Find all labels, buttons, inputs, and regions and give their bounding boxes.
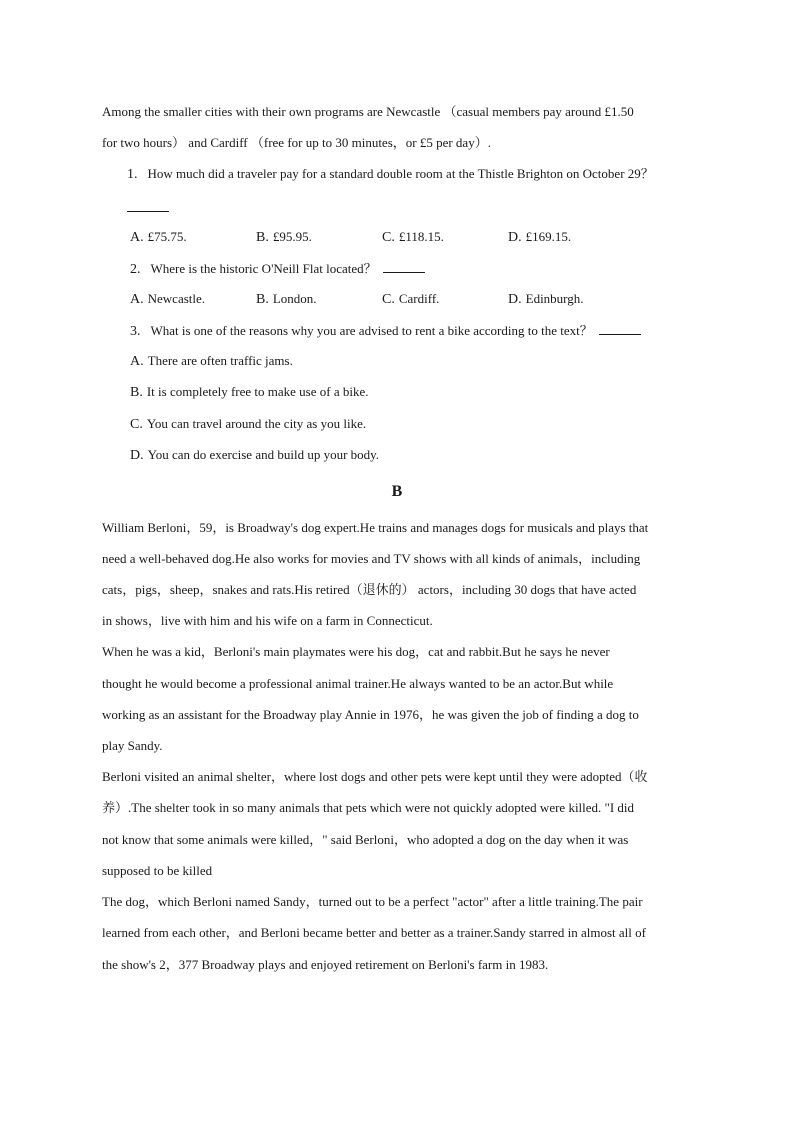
option-2a[interactable] bbox=[130, 291, 205, 308]
option-2d[interactable] bbox=[508, 291, 584, 308]
question-number: 1. bbox=[127, 167, 138, 182]
passage-b-line: need a well-behaved dog.He also works for movies and TV shows with all kinds of animals，including bbox=[102, 551, 641, 566]
option-letter: D. bbox=[508, 292, 522, 307]
question-text: Where is the historic O'Neill Flat located？ bbox=[150, 261, 377, 276]
option-letter: D. bbox=[508, 230, 522, 245]
passage-b-line: thought he would become a professional animal trainer.He always wanted to be an actor.But while bbox=[102, 676, 614, 691]
option-3c[interactable] bbox=[130, 416, 366, 433]
option-letter: B. bbox=[256, 230, 269, 245]
passage-b-line: play Sandy. bbox=[102, 738, 163, 753]
option-text: You can travel around the city as you like. bbox=[146, 416, 367, 431]
question-number: 2. bbox=[130, 262, 141, 277]
passage-b-line: not know that some animals were killed，" said Berloni，who adopted a dog on the day when it was bbox=[102, 832, 629, 847]
question-2 bbox=[130, 260, 425, 278]
passage-b-line: in shows，live with him and his wife on a farm in Connecticut. bbox=[102, 613, 433, 628]
question-1 bbox=[127, 166, 654, 183]
option-2c[interactable] bbox=[382, 291, 439, 308]
option-text: Edinburgh. bbox=[525, 291, 584, 306]
option-3d[interactable] bbox=[130, 447, 379, 464]
option-letter: A. bbox=[130, 230, 144, 245]
option-1b[interactable] bbox=[256, 229, 312, 246]
passage-b-line: supposed to be killed bbox=[102, 863, 213, 878]
option-2b[interactable] bbox=[256, 291, 317, 308]
question-number: 3. bbox=[130, 324, 141, 339]
option-text: £75.75. bbox=[147, 229, 187, 244]
option-text: You can do exercise and build up your body. bbox=[147, 447, 380, 462]
option-letter: C. bbox=[382, 230, 395, 245]
option-3b[interactable] bbox=[130, 384, 369, 401]
option-text: There are often traffic jams. bbox=[147, 353, 293, 368]
option-letter: D. bbox=[130, 448, 144, 463]
question-3 bbox=[130, 322, 641, 340]
passage-b-line: working as an assistant for the Broadway play Annie in 1976，he was given the job of finding a dog to bbox=[102, 707, 639, 722]
passage-b-line: 养）.The shelter took in so many animals that pets which were not quickly adopted were killed. "I did bbox=[102, 800, 635, 815]
section-b-title: B bbox=[391, 483, 403, 500]
passage-b-line: When he was a kid，Berloni's main playmates were his dog，cat and rabbit.But he says he never bbox=[102, 644, 610, 659]
option-letter: C. bbox=[382, 292, 395, 307]
option-text: It is completely free to make use of a bike. bbox=[146, 384, 369, 399]
option-3a[interactable] bbox=[130, 353, 293, 370]
option-text: £95.95. bbox=[272, 229, 312, 244]
passage-b-line: the show's 2，377 Broadway plays and enjoyed retirement on Berloni's farm in 1983. bbox=[102, 957, 549, 972]
option-letter: A. bbox=[130, 354, 144, 369]
answer-blank[interactable] bbox=[599, 322, 641, 335]
option-text: London. bbox=[272, 291, 317, 306]
passage-b-line: cats，pigs，sheep，snakes and rats.His retired（退休的） actors，including 30 dogs that have acted bbox=[102, 582, 637, 597]
option-letter: B. bbox=[130, 385, 143, 400]
option-letter: B. bbox=[256, 292, 269, 307]
option-1c[interactable] bbox=[382, 229, 444, 246]
question-text: How much did a traveler pay for a standard double room at the Thistle Brighton on October 29？ bbox=[147, 166, 654, 181]
passage-a-line-1: Among the smaller cities with their own programs are Newcastle （casual members pay around £1.50 bbox=[102, 104, 634, 119]
option-letter: A. bbox=[130, 292, 144, 307]
question-text: What is one of the reasons why you are advised to rent a bike according to the text？ bbox=[150, 323, 593, 338]
option-text: Newcastle. bbox=[147, 291, 206, 306]
answer-blank[interactable] bbox=[383, 260, 425, 273]
passage-b-line: learned from each other，and Berloni became better and better as a trainer.Sandy starred in almost all of bbox=[102, 925, 646, 940]
passage-b-line: Berloni visited an animal shelter，where lost dogs and other pets were kept until they were adopted（收 bbox=[102, 769, 648, 784]
option-1d[interactable] bbox=[508, 229, 571, 246]
passage-b-line: The dog，which Berloni named Sandy，turned out to be a perfect "actor" after a little training.The pair bbox=[102, 894, 643, 909]
option-text: £118.15. bbox=[398, 229, 444, 244]
passage-a-line-2: for two hours） and Cardiff （free for up to 30 minutes，or £5 per day）. bbox=[102, 135, 491, 150]
passage-b-line: William Berloni，59，is Broadway's dog expert.He trains and manages dogs for musicals and plays that bbox=[102, 520, 649, 535]
option-1a[interactable] bbox=[130, 229, 187, 246]
option-letter: C. bbox=[130, 417, 143, 432]
option-text: £169.15. bbox=[525, 229, 572, 244]
answer-blank[interactable] bbox=[127, 210, 169, 212]
option-text: Cardiff. bbox=[398, 291, 440, 306]
